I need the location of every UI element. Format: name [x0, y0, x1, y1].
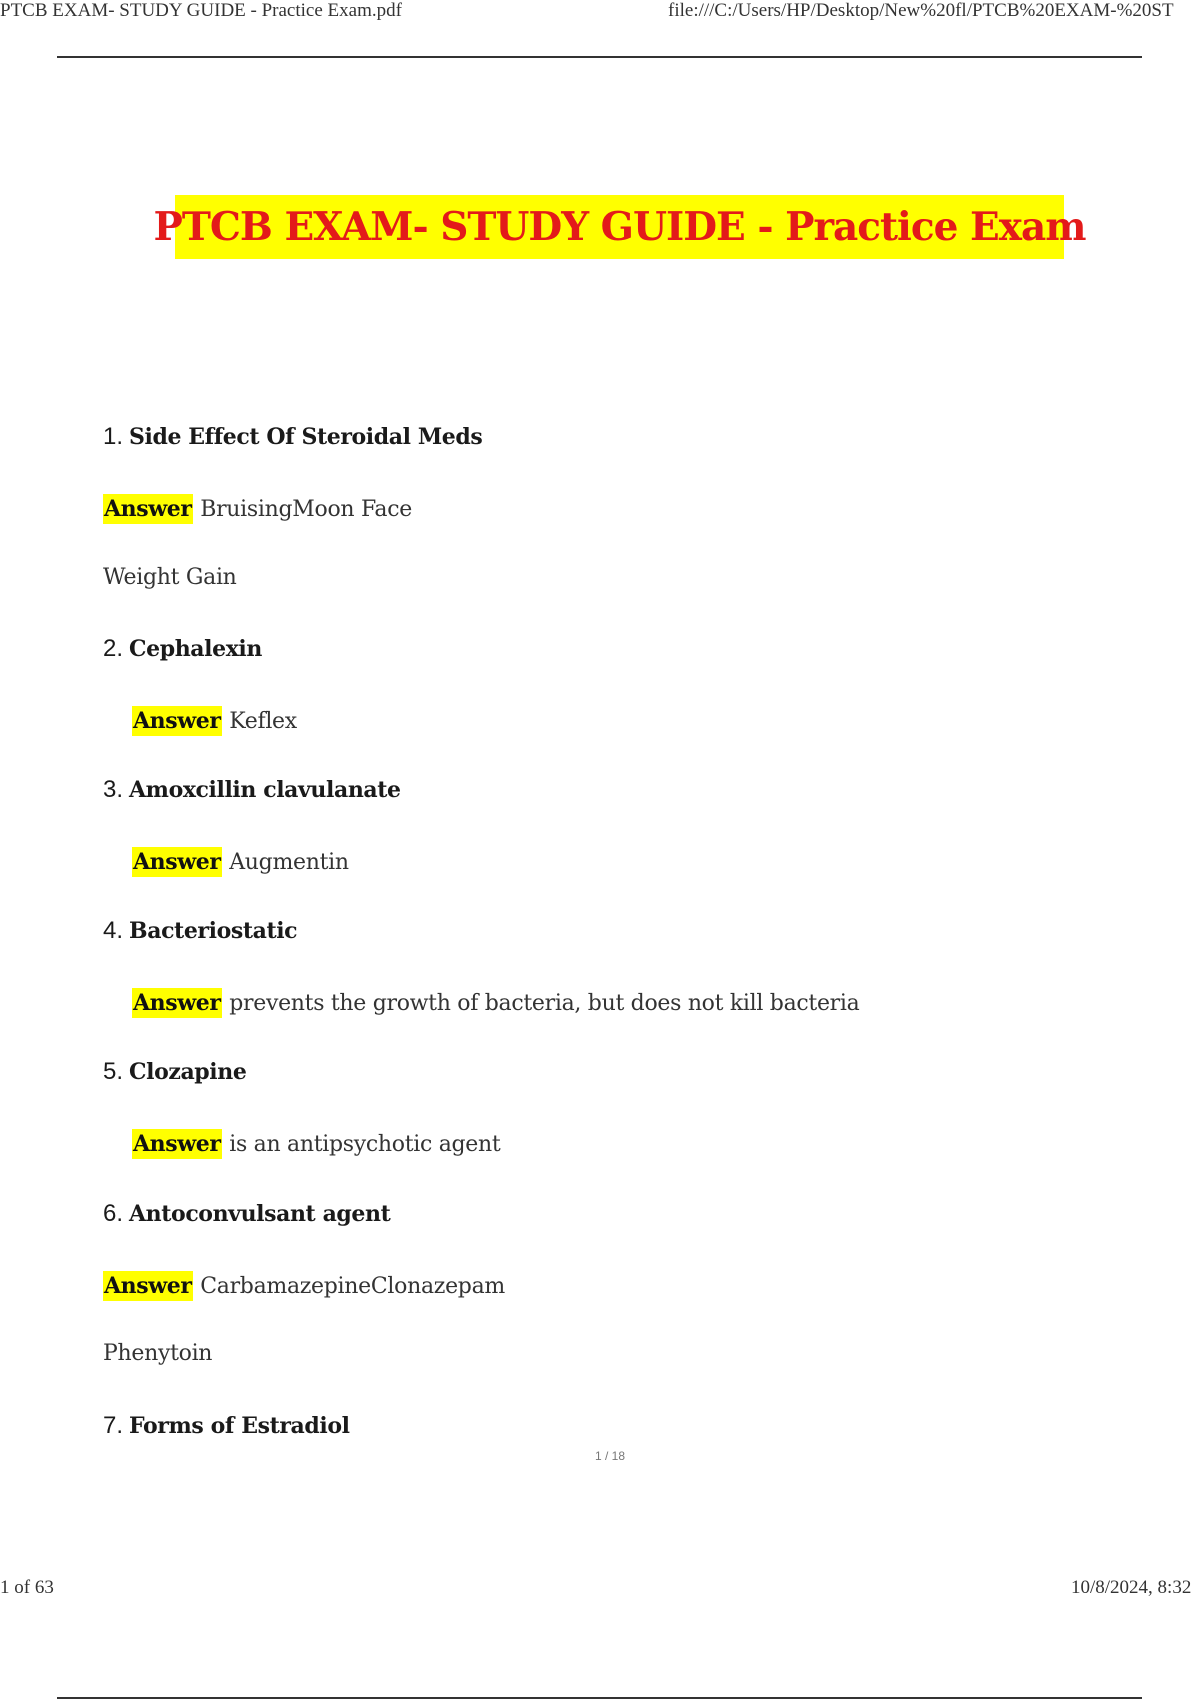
answer-text: CarbamazepineClonazepam: [200, 1274, 505, 1299]
question-number: 3.: [103, 776, 124, 803]
answer-label: Answer: [104, 1273, 192, 1299]
answer-text: BruisingMoon Face: [200, 497, 412, 522]
question-3: [103, 776, 401, 804]
answer-label: Answer: [133, 708, 221, 734]
question-6: [103, 1200, 390, 1228]
answer-text: Keflex: [229, 709, 297, 734]
question-number: 2.: [103, 635, 124, 662]
print-footer-timestamp: 10/8/2024, 8:32: [1071, 1577, 1192, 1598]
print-header-filename: PTCB EXAM- STUDY GUIDE - Practice Exam.pdf: [0, 0, 402, 21]
question-number: 1.: [103, 423, 124, 450]
document-title: PTCB EXAM- STUDY GUIDE - Practice Exam: [153, 204, 1086, 250]
print-footer-page-count: 1 of 63: [0, 1577, 54, 1598]
question-5: [103, 1058, 246, 1086]
question-number: 7.: [103, 1412, 124, 1439]
question-text: Clozapine: [129, 1059, 247, 1085]
answer-4: [132, 988, 859, 1016]
answer-1-continuation: Weight Gain: [103, 565, 237, 590]
title-highlight: [153, 195, 1086, 259]
question-text: Bacteriostatic: [129, 918, 298, 944]
answer-label: Answer: [133, 990, 221, 1016]
answer-6: [103, 1271, 505, 1299]
answer-text: Augmentin: [229, 850, 349, 875]
answer-text: is an antipsychotic agent: [229, 1132, 501, 1157]
header-divider: [57, 56, 1142, 58]
question-number: 6.: [103, 1200, 124, 1227]
print-header-url: file:///C:/Users/HP/Desktop/New%20fl/PTCB%20EXAM-%20ST: [668, 0, 1174, 21]
question-1: [103, 423, 482, 451]
question-text: Forms of Estradiol: [129, 1413, 350, 1439]
answer-label: Answer: [133, 849, 221, 875]
question-4: [103, 917, 297, 945]
answer-label: Answer: [133, 1131, 221, 1157]
question-text: Antoconvulsant agent: [129, 1201, 391, 1227]
answer-6-continuation: Phenytoin: [103, 1341, 213, 1366]
answer-1: [103, 494, 412, 522]
question-7: [103, 1412, 350, 1440]
answer-text: prevents the growth of bacteria, but does not kill bacteria: [229, 991, 860, 1016]
question-text: Amoxcillin clavulanate: [129, 777, 401, 803]
question-number: 5.: [103, 1058, 124, 1085]
question-number: 4.: [103, 917, 124, 944]
answer-2: [132, 706, 297, 734]
question-2: [103, 635, 262, 663]
answer-label: Answer: [104, 496, 192, 522]
page-indicator: 1 / 18: [595, 1449, 626, 1463]
question-text: Side Effect Of Steroidal Meds: [129, 424, 483, 450]
answer-5: [132, 1129, 500, 1157]
footer-divider: [57, 1697, 1142, 1699]
question-text: Cephalexin: [129, 636, 262, 662]
answer-3: [132, 847, 349, 875]
